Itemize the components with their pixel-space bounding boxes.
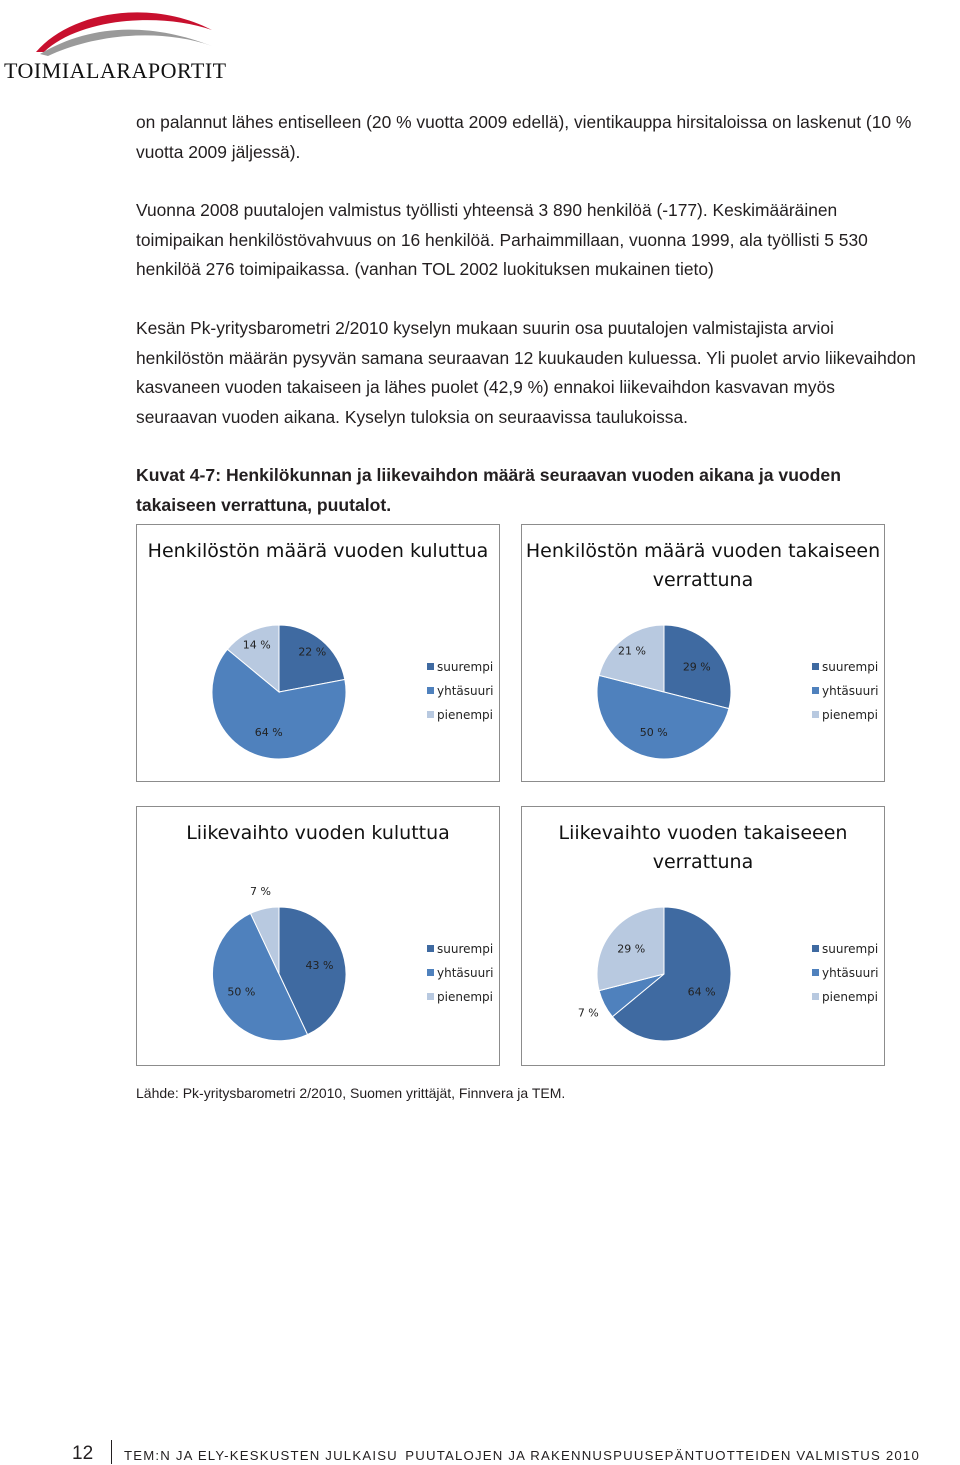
legend-swatch xyxy=(427,993,434,1000)
legend-label: pienempi xyxy=(822,990,878,1004)
chart-henkilosto-kuluttua xyxy=(136,524,500,782)
chart-title: Liikevaihto vuoden kuluttua xyxy=(186,822,450,844)
slice-label: 64 % xyxy=(687,985,716,999)
legend-swatch xyxy=(812,969,819,976)
legend-label: suurempi xyxy=(437,660,494,674)
legend-label: yhtäsuuri xyxy=(437,684,494,698)
page-footer xyxy=(0,1440,960,1465)
legend-label: suurempi xyxy=(437,942,494,956)
chart-liikevaihto-verrattuna xyxy=(521,806,885,1066)
chart-title: Henkilöstön määrä vuoden takaiseen verrattuna xyxy=(525,540,881,591)
legend-swatch xyxy=(427,945,434,952)
figure-caption: Kuvat 4-7: Henkilökunnan ja liikevaihdon määrä seuraavan vuoden aikana ja vuoden takaiseen verrattuna, puutalot. xyxy=(136,465,841,515)
paragraph-2 xyxy=(136,196,916,285)
slice-label: 50 % xyxy=(227,985,256,999)
legend-swatch xyxy=(812,993,819,1000)
logo-swoosh-icon xyxy=(0,0,240,60)
legend-label: suurempi xyxy=(822,660,879,674)
legend-label: yhtäsuuri xyxy=(437,966,494,980)
legend-swatch xyxy=(427,687,434,694)
footer-divider xyxy=(111,1440,112,1464)
paragraph-text: Vuonna 2008 puutalojen valmistus työllisti yhteensä 3 890 henkilöä (-177). Keskimääräinen toimipaikan henkilöstövahvuus on 16 henkilöä. Parhaimmillaan, vuonna 1999, ala työllisti 5 530 henkilöä 276 toimipaikassa. (vanhan TOL 2002 luokituksen mukainen tieto) xyxy=(136,200,868,279)
paragraph-3 xyxy=(136,314,916,432)
logo xyxy=(0,0,240,90)
chart-liikevaihto-kuluttua xyxy=(136,806,500,1066)
legend-swatch xyxy=(427,711,434,718)
slice-label: 64 % xyxy=(254,726,283,740)
legend-swatch xyxy=(812,687,819,694)
footer-publisher: TEM:N JA ELY-KESKUSTEN JULKAISU xyxy=(124,1448,398,1463)
legend-swatch xyxy=(427,969,434,976)
legend-label: yhtäsuuri xyxy=(822,684,879,698)
chart-henkilosto-verrattuna xyxy=(521,524,885,782)
paragraph-1 xyxy=(136,108,916,167)
slice-label: 43 % xyxy=(305,958,334,972)
pie-chart xyxy=(137,807,499,1065)
chart-title: Liikevaihto vuoden takaiseeen verrattuna xyxy=(558,822,848,873)
slice-label: 22 % xyxy=(298,645,327,659)
chart-title: Henkilöstön määrä vuoden kuluttua xyxy=(147,540,489,562)
paragraph-text: on palannut lähes entiselleen (20 % vuotta 2009 edellä), vientikauppa hirsitaloissa on laskenut (10 % vuotta 2009 jäljessä). xyxy=(136,112,912,162)
slice-label: 50 % xyxy=(639,726,668,740)
slice-label: 29 % xyxy=(617,942,646,956)
slice-label: 29 % xyxy=(682,660,711,674)
pie-chart xyxy=(137,525,499,781)
paragraph-text: Kesän Pk-yritysbarometri 2/2010 kyselyn mukaan suurin osa puutalojen valmistajista arvioi henkilöstön määrän pysyvän samana seuraavan 12 kuukauden kuluessa. Yli puolet arvio liikevaihdon kasvaneen vuoden takaiseen ja lähes puolet (42,9 %) ennakoi liikevaihdon kasvavan myös seuraavan vuoden aikana. Kyselyn tuloksia on seuraavissa taulukoissa. xyxy=(136,318,916,427)
source-note: Lähde: Pk-yritysbarometri 2/2010, Suomen yrittäjät, Finnvera ja TEM. xyxy=(136,1085,566,1101)
legend-swatch xyxy=(812,711,819,718)
legend-label: pienempi xyxy=(822,708,878,722)
legend-label: suurempi xyxy=(822,942,879,956)
legend-label: pienempi xyxy=(437,708,493,722)
slice-label: 21 % xyxy=(618,644,646,658)
slice-label: 7 % xyxy=(577,1006,599,1020)
pie-chart xyxy=(522,807,884,1065)
slice-label: 7 % xyxy=(250,885,271,898)
legend-label: yhtäsuuri xyxy=(822,966,879,980)
logo-text: TOIMIALARAPORTIT xyxy=(4,58,227,83)
pie-chart xyxy=(522,525,884,781)
legend-swatch xyxy=(427,663,434,670)
legend-label: pienempi xyxy=(437,990,493,1004)
legend-swatch xyxy=(812,945,819,952)
legend-swatch xyxy=(812,663,819,670)
slice-label: 14 % xyxy=(242,638,271,652)
footer-report-title: PUUTALOJEN JA RAKENNUSPUUSEPÄNTUOTTEIDEN VALMISTUS 2010 xyxy=(405,1448,920,1463)
page-number: 12 xyxy=(72,1443,94,1464)
